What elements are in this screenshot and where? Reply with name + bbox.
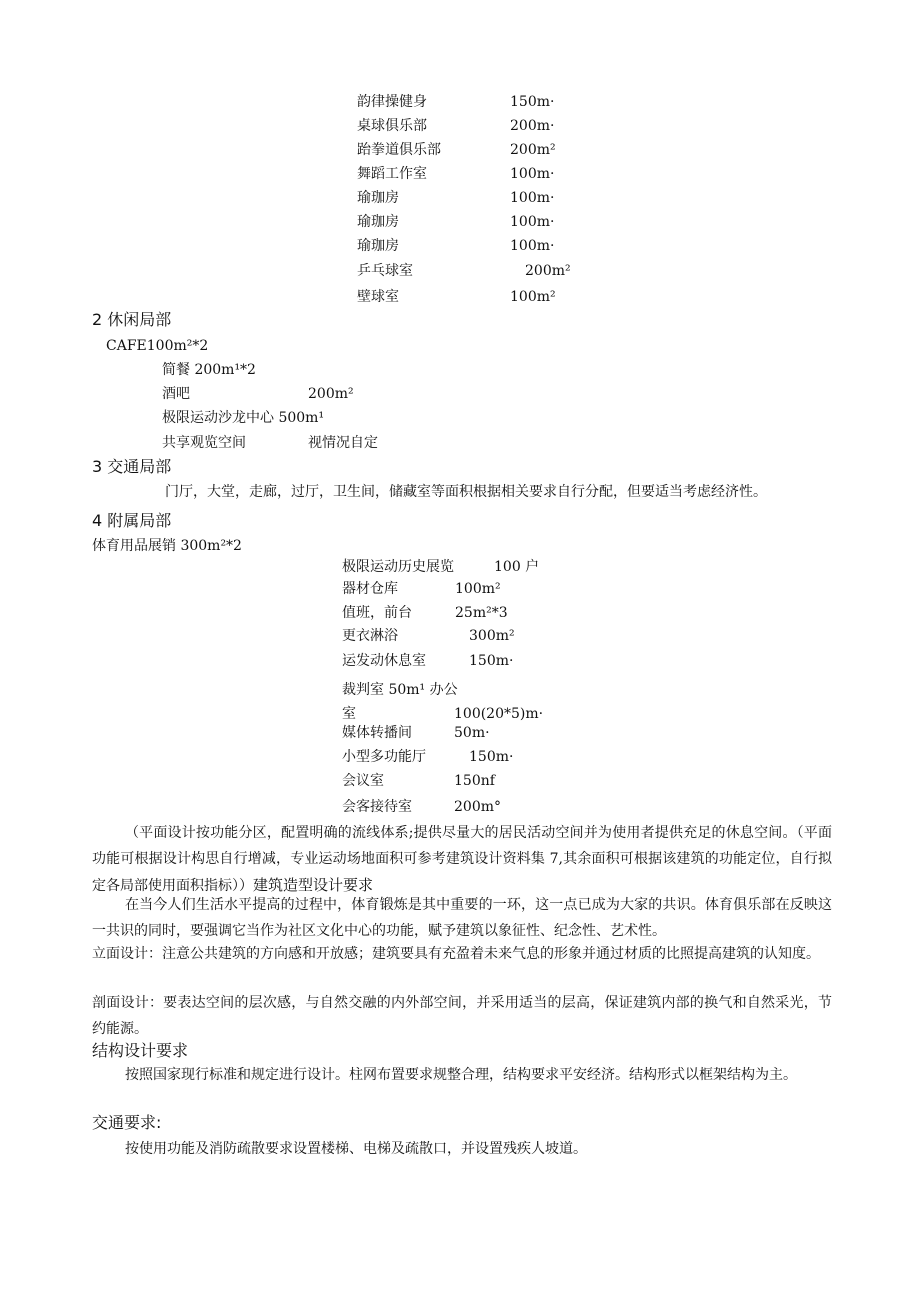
section-heading-structure: 结构设计要求 (92, 1041, 189, 1060)
list-item (357, 261, 571, 281)
room-area: 200m² (525, 263, 571, 279)
room-name: 瑜珈房 (357, 190, 399, 206)
room-name: 媒体转播间 (342, 725, 412, 741)
facade-paragraph: 在当今人们生活水平提高的过程中，体育锻炼是其中重要的一环，这一点已成为大家的共识。体育俱乐部在反映这一共识的同时，要强调它当作为社区文化中心的功能，赋予建筑以象征性、纪念性、艺术性。 (92, 897, 832, 939)
list-item (342, 723, 490, 743)
list-item (342, 579, 501, 599)
room-name: 酒吧 (162, 386, 190, 402)
room-name: 舞蹈工作室 (357, 166, 427, 182)
list-item (342, 797, 501, 817)
list-item (357, 116, 554, 136)
room-area: 100 户 (494, 559, 540, 575)
room-name: 桌球俱乐部 (357, 118, 427, 134)
section-heading-facade: 建筑造型设计要求 (253, 876, 374, 894)
salon-line: 极限运动沙龙中心 500m¹ (162, 410, 325, 426)
list-item (342, 603, 508, 623)
list-item (342, 557, 539, 577)
section-heading-traffic: 3 交通局部 (92, 457, 172, 476)
room-name: 运发动休息室 (342, 653, 426, 669)
room-area: 150nf (454, 773, 495, 789)
section-heading-transport: 交通要求: (92, 1113, 162, 1132)
room-name: 壁球室 (357, 289, 399, 305)
room-area: 25m²*3 (455, 605, 508, 621)
room-name: 更衣淋浴 (342, 628, 398, 644)
room-name: 韵律操健身 (357, 94, 427, 110)
room-area: 视情况自定 (308, 435, 378, 451)
room-area: 150m· (469, 749, 514, 765)
section-design-paragraph: 剖面设计：要表达空间的层次感，与自然交融的内外部空间，并采用适当的层高，保证建筑内部的换气和自然采光，节约能源。 (92, 995, 832, 1037)
plan-note-paragraph (92, 820, 832, 899)
room-name: 会客接待室 (342, 799, 412, 815)
office-line (342, 704, 543, 724)
room-area: 100m· (510, 166, 555, 182)
traffic-text: 门厅，大堂，走廊，过厅，卫生间，储藏室等面积根据相关要求自行分配，但要适当考虑经济性。 (165, 484, 767, 500)
room-area: 100m² (510, 289, 556, 305)
list-item (357, 212, 554, 232)
room-name: 小型多功能厅 (342, 749, 426, 765)
view-space-line (162, 433, 378, 453)
room-name: 器材仓库 (342, 581, 398, 597)
list-item (342, 626, 515, 646)
room-name: 极限运动历史展览 (342, 559, 454, 575)
room-area: 100m· (510, 214, 555, 230)
plan-note-text: （平面设计按功能分区，配置明确的流线体系;提供尽量大的居民活动空间并为使用者提供充足的休息空间。（平面功能可根据设计构思自行增减，专业运动场地面积可参考建筑设计资料集 7,其余面积可根据该建筑的功能定位，自行拟定各局部使用面积指标）） (92, 825, 832, 894)
room-area: 200m° (454, 799, 501, 815)
room-name: 瑜珈房 (357, 214, 399, 230)
room-name: 乒乓球室 (357, 263, 413, 279)
room-area: 200m² (510, 142, 556, 158)
section-heading-auxiliary: 4 附属局部 (92, 511, 172, 530)
room-name: 室 (342, 706, 356, 722)
list-item (357, 140, 556, 160)
list-item (342, 771, 495, 791)
room-area: 50m· (454, 725, 490, 741)
list-item (342, 651, 513, 671)
room-area: 200m² (308, 386, 354, 402)
room-area: 200m· (510, 118, 555, 134)
list-item (357, 92, 554, 112)
room-name: 跆拳道俱乐部 (357, 142, 441, 158)
shop-line: 体育用品展销 300m²*2 (92, 538, 242, 554)
list-item (342, 747, 513, 767)
bar-line (162, 384, 354, 404)
list-item (357, 287, 556, 307)
room-area: 100m² (455, 581, 501, 597)
list-item (357, 164, 554, 184)
transport-paragraph: 按使用功能及消防疏散要求设置楼梯、电梯及疏散口，并设置残疾人坡道。 (125, 1141, 587, 1157)
room-area: 150m· (469, 653, 514, 669)
snack-line: 简餐 200m¹*2 (162, 362, 256, 378)
list-item (357, 236, 554, 256)
structure-paragraph: 按照国家现行标准和规定进行设计。柱网布置要求规整合理，结构要求平安经济。结构形式以框架结构为主。 (125, 1067, 797, 1083)
room-area: 150m· (510, 94, 555, 110)
room-area: 100(20*5)m· (454, 706, 544, 722)
list-item (357, 188, 554, 208)
room-area: 300m² (469, 628, 515, 644)
room-name: 共享观览空间 (162, 435, 246, 451)
room-area: 100m· (510, 190, 555, 206)
room-name: 值班，前台 (342, 605, 412, 621)
room-area: 100m· (510, 238, 555, 254)
cafe-line: CAFE100m²*2 (106, 338, 209, 354)
room-name: 瑜珈房 (357, 238, 399, 254)
room-name: 会议室 (342, 773, 384, 789)
elevation-paragraph: 立面设计：注意公共建筑的方向感和开放感；建筑要具有充盈着未来气息的形象并通过材质的比照提高建筑的认知度。 (92, 946, 820, 962)
referee-line: 裁判室 50m¹ 办公 (342, 682, 458, 698)
section-heading-leisure: 2 休闲局部 (92, 310, 172, 329)
